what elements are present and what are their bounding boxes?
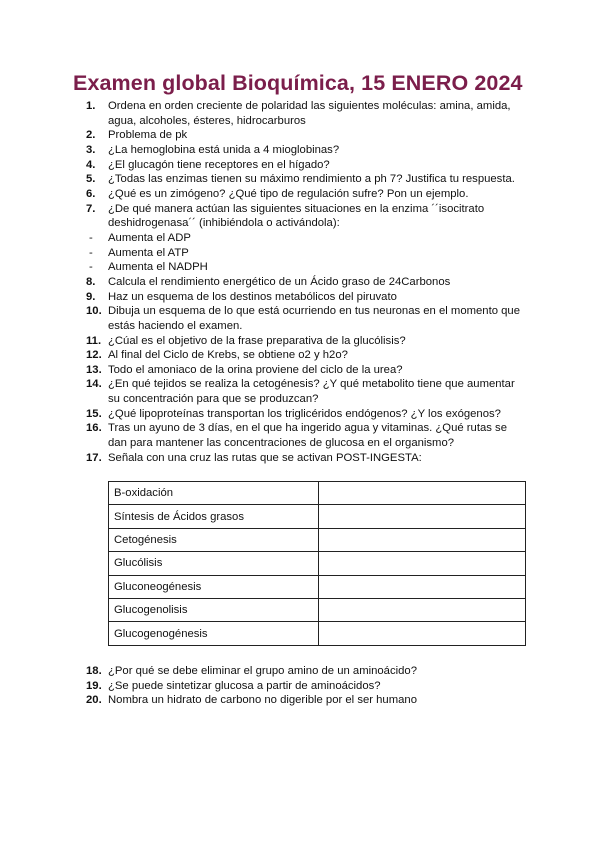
question-item [86,693,526,708]
question-item [86,172,526,187]
question-item [86,290,526,305]
table-row [109,598,526,621]
question-number: 1. [86,100,96,112]
pathway-label: Glucólisis [109,552,319,575]
sub-item [86,246,526,261]
question-number: 4. [86,158,96,171]
mark-cell[interactable] [319,622,526,645]
question-item [86,187,526,202]
question-text: Tras un ayuno de 3 días, en el que ha ingerido agua y vitaminas. ¿Qué rutas se dan para mantener las concentraciones de glucosa en el organismo? [108,422,507,450]
question-number: 16. [86,422,102,435]
question-item [86,348,526,363]
question-number: 17. [86,451,102,464]
question-number: 3. [86,143,96,156]
question-item [86,143,526,158]
question-item [86,451,526,466]
table-row [109,482,526,505]
post-ingesta-table [108,481,526,646]
sub-item [86,231,526,246]
pathway-label: Glucogenolisis [109,598,319,621]
table-row [109,552,526,575]
table-row [109,575,526,598]
question-item [86,128,526,143]
question-text: ¿La hemoglobina está unida a 4 mioglobinas? [108,143,340,156]
question-text: Nombra un hidrato de carbono no digerible por el ser humano [108,694,417,707]
question-number: 6. [86,187,96,200]
bullet-marker: - [89,246,93,259]
question-item [86,202,526,231]
question-item [86,679,526,694]
mark-cell[interactable] [319,575,526,598]
question-item [86,421,526,450]
question-item [86,377,526,406]
question-text: ¿Por qué se debe eliminar el grupo amino de un aminoácido? [108,665,417,677]
pathway-label: Gluconeogénesis [109,575,319,598]
pathway-label: Glucogenogénesis [109,622,319,645]
table-row [109,528,526,551]
question-number: 19. [86,679,102,692]
question-text: Todo el amoniaco de la orina proviene del ciclo de la urea? [108,363,403,376]
sub-item [86,260,526,275]
question-item [86,99,526,128]
question-item [86,334,526,349]
question-number: 14. [86,378,102,391]
mark-cell[interactable] [319,598,526,621]
question-text: Al final del Ciclo de Krebs, se obtiene o2 y h2o? [108,349,348,362]
sub-item-text: Aumenta el ATP [108,246,189,259]
question-text: Señala con una cruz las rutas que se activan POST-INGESTA: [108,451,422,464]
question-text: ¿De qué manera actúan las siguientes situaciones en la enzima ´´isocitrato deshidrogenasa´´ (inhibiéndola o activándola): [108,202,485,230]
question-item [86,664,526,679]
table-row [109,622,526,645]
question-number: 8. [86,275,96,288]
mark-cell[interactable] [319,552,526,575]
question-text: Ordena en orden creciente de polaridad las siguientes moléculas: amina, amida, agua, alcoholes, ésteres, hidrocarburos [108,100,511,127]
question-number: 13. [86,363,102,376]
question-number: 18. [86,665,102,677]
mark-cell[interactable] [319,528,526,551]
question-list [86,99,526,465]
question-number: 12. [86,349,102,362]
sub-item-text: Aumenta el ADP [108,231,191,244]
question-number: 15. [86,407,102,420]
question-text: ¿El glucagón tiene receptores en el hígado? [108,158,330,171]
question-item [86,304,526,333]
question-text: Calcula el rendimiento energético de un Ácido graso de 24Carbonos [108,275,451,288]
question-list-end [86,664,526,708]
question-number: 7. [86,202,96,215]
question-text: Haz un esquema de los destinos metabólicos del piruvato [108,290,397,303]
question-number: 5. [86,173,96,186]
question-text: Dibuja un esquema de lo que está ocurriendo en tus neuronas en el momento que estás haciendo el examen. [108,305,520,332]
sub-item-text: Aumenta el NADPH [108,261,208,274]
question-item [86,158,526,173]
table-row [109,505,526,528]
question-number: 10. [86,305,102,318]
question-number: 20. [86,694,102,707]
question-item [86,363,526,378]
question-text: ¿Todas las enzimas tienen su máximo rendimiento a ph 7? Justifica tu respuesta. [108,173,515,186]
question-number: 11. [86,334,102,347]
pathway-label: Cetogénesis [109,528,319,551]
pathway-label: Síntesis de Ácidos grasos [109,505,319,528]
question-item [86,407,526,422]
question-text: ¿Se puede sintetizar glucosa a partir de aminoácidos? [108,679,381,692]
question-text: ¿Cúal es el objetivo de la frase preparativa de la glucólisis? [108,334,406,347]
question-item [86,275,526,290]
question-number: 2. [86,129,96,142]
mark-cell[interactable] [319,505,526,528]
mark-cell[interactable] [319,482,526,505]
pathway-label: B-oxidación [109,482,319,505]
question-number: 9. [86,290,96,303]
question-text: ¿En qué tejidos se realiza la cetogénesis? ¿Y qué metabolito tiene que aumentar su concentración para que se produzcan? [108,378,515,406]
exam-title: Examen global Bioquímica, 15 ENERO 2024 [73,71,523,95]
question-text: Problema de pk [108,129,188,142]
bullet-marker: - [89,231,93,244]
question-text: ¿Qué lipoproteínas transportan los triglicéridos endógenos? ¿Y los exógenos? [108,407,501,420]
question-text: ¿Qué es un zimógeno? ¿Qué tipo de regulación sufre? Pon un ejemplo. [108,187,469,200]
bullet-marker: - [89,261,93,274]
